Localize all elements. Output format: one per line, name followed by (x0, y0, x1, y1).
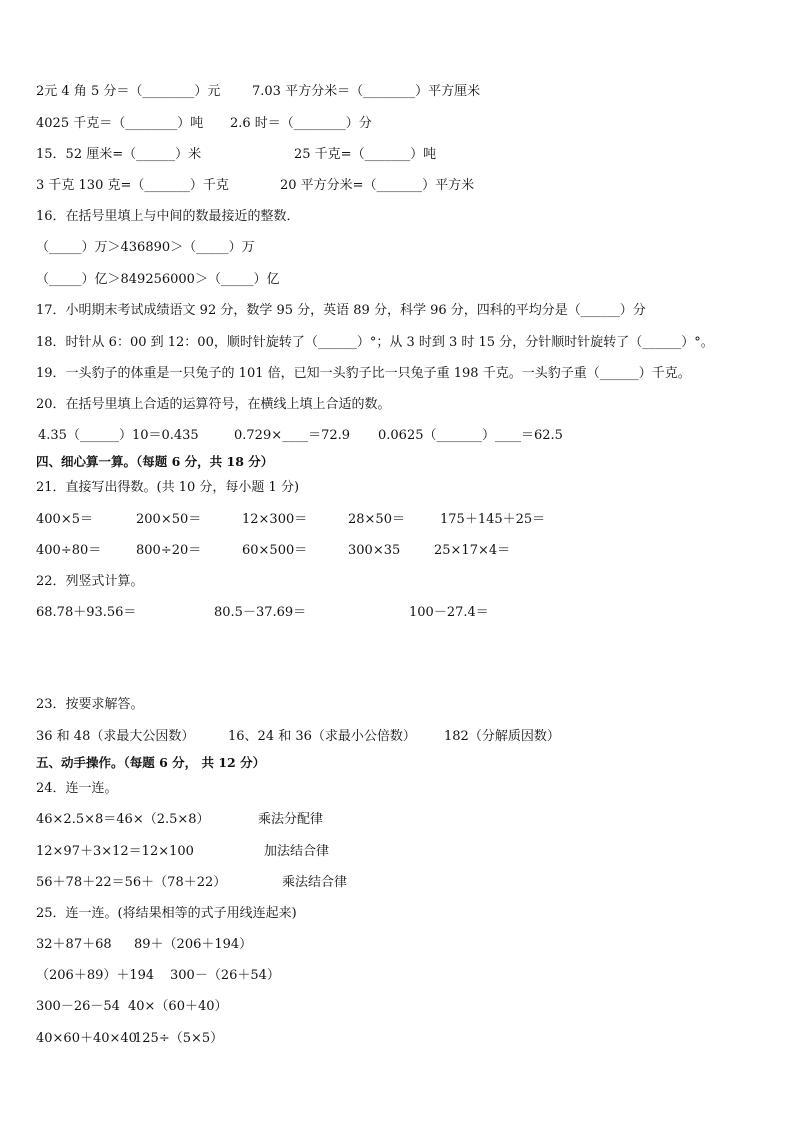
question-24-row-2: 12×97＋3×12＝12×100 加法结合律 (36, 844, 330, 859)
question-19: 19．一头豹子的体重是一只兔子的 101 倍，已知一头豹子比一只兔子重 198 千克。一头豹子重（______）千克。 (36, 366, 691, 381)
question-24-row-3: 56＋78＋22＝56＋（78＋22） 乘法结合律 (36, 875, 348, 890)
item-c: 0.0625（_______）____＝62.5 (378, 428, 563, 443)
mass-conversion: 4025 千克＝（________）吨 (36, 116, 204, 131)
question-21-row-1: 400×5＝ 200×50＝ 12×300＝ 28×50＝ 175＋145＋25＝ (36, 512, 546, 527)
question-21-row-2: 400÷80＝ 800÷20＝ 60×500＝ 300×35 25×17×4＝ (36, 543, 511, 558)
question-16-yi: （_____）亿＞849256000＞（_____）亿 (36, 272, 280, 287)
question-23-prompt: 23．按要求解答。 (36, 697, 144, 712)
question-21-prompt: 21．直接写出得数。(共 10 分，每小题 1 分) (36, 480, 300, 495)
time-conversion: 2.6 时＝（________）分 (230, 116, 372, 131)
question-24-prompt: 24．连一连。 (36, 781, 118, 796)
question-25-prompt: 25．连一连。(将结果相等的式子用线连起来) (36, 906, 297, 921)
section-5-heading: 五、动手操作。（每题 6 分， 共 12 分） (36, 755, 266, 770)
question-18: 18．时针从 6：00 到 12：00，顺时针旋转了（______）°；从 3 时到 3 时 15 分，分针顺时针旋转了（______）°。 (36, 335, 714, 350)
area-conversion: 7.03 平方分米＝（________）平方厘米 (252, 84, 481, 99)
question-16-wan: （_____）万＞436890＞（_____）万 (36, 240, 255, 255)
mass-conversion-2: 25 千克=（_______）吨 (294, 147, 437, 162)
kg-g-conversion: 3 千克 130 克=（_______）千克 (36, 178, 229, 193)
money-conversion: 2元 4 角 5 分＝（________）元 (36, 84, 221, 99)
question-25-row-3: 300－26－54 40×（60＋40） (36, 999, 228, 1014)
question-23-items: 36 和 48（求最大公因数） 16、24 和 36（求最小公倍数） 182（分解质因数） (36, 729, 560, 744)
item-b: 0.729×____＝72.9 (234, 428, 351, 443)
question-20-prompt: 20．在括号里填上合适的运算符号，在横线上填上合适的数。 (36, 397, 391, 412)
length-conversion: 15．52 厘米=（______）米 (36, 147, 202, 162)
question-17: 17．小明期末考试成绩语文 92 分，数学 95 分，英语 89 分，科学 96 分，四科的平均分是（______）分 (36, 303, 646, 318)
question-22-items: 68.78＋93.56＝ 80.5－37.69＝ 100－27.4＝ (36, 605, 489, 620)
item-a: 4.35（______）10＝0.435 (38, 428, 199, 443)
question-25-row-1: 32＋87＋68 89＋（206＋194） (36, 937, 253, 952)
question-25-row-2: （206＋89）＋194 300－（26＋54） (36, 968, 280, 983)
question-16-prompt: 16．在括号里填上与中间的数最接近的整数． (36, 209, 300, 224)
question-22-prompt: 22．列竖式计算。 (36, 574, 144, 589)
question-24-row-1: 46×2.5×8＝46×（2.5×8） 乘法分配律 (36, 812, 324, 827)
area-conversion-2: 20 平方分米=（_______）平方米 (280, 178, 475, 193)
section-4-heading: 四、细心算一算。（每题 6 分，共 18 分） (36, 454, 274, 469)
question-25-row-4: 40×60＋40×40 125÷（5×5） (36, 1031, 224, 1046)
